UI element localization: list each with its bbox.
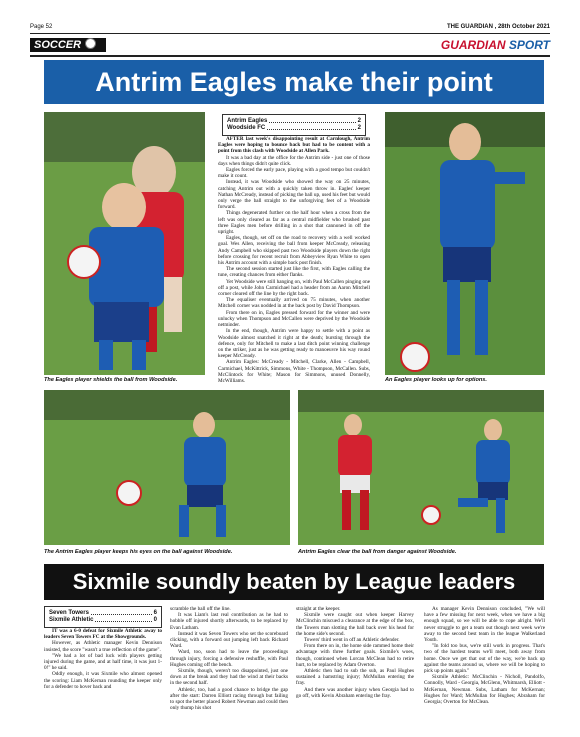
header-rule — [30, 33, 550, 34]
photo-eagles-shield-image — [44, 112, 205, 375]
body-paragraph: In the end, though, Antrim were happy to settle with a point as Woodside almost snatched it right at the death; bursting through the defence, only for Mitchell to make a last ditch point winning challenge on the striker, just as he was getting ready to manoeuvre his way round keeper McCready. — [218, 328, 370, 360]
section-label — [30, 38, 106, 52]
page-number: Page 52 — [30, 24, 53, 30]
brand-word: GUARDIAN — [440, 38, 506, 52]
photo2-caption: An Eagles player looks up for options. — [385, 377, 487, 383]
body-paragraph: From there on in, Eagles pressed forward for the winner and were unlucky when Thompson and McCallen were deprived by the Woodside netminder. — [218, 309, 370, 329]
photo-eagles-eyes-on-ball-image — [44, 390, 290, 545]
publication-line: THE GUARDIAN , 28th October 2021 — [446, 24, 550, 30]
away-score: 0 — [153, 617, 157, 623]
body-paragraph: The equaliser eventually arrived on 75 minutes, when another Mitchell corner was nodded in at the back post by David Thompson. — [218, 297, 370, 310]
body-paragraph: AFTER last week's disappointing result at Carnlough, Antrim Eagles were hoping to bounce back but had to be content with a point from this clash with Woodside at Allen Park. — [218, 136, 370, 155]
score-row-away — [227, 125, 361, 132]
body-paragraph: "We had a lot of bad luck with players getting injured during the game, and at half time, it was just 1-0!" he said. — [44, 652, 162, 672]
story2-col1 — [44, 628, 162, 732]
body-paragraph: Athletic then had to sub the sub, as Paul Hughes sustained a hamstring injury; McMullan entering the fray. — [296, 668, 414, 687]
home-team: Seven Towers — [49, 610, 89, 616]
story1-headline: Antrim Eagles make their point — [44, 60, 544, 104]
body-paragraph: And there was another injury when Georgia had to go off, with Kevin Abraham entering the fray. — [296, 686, 414, 699]
page-header — [30, 24, 550, 30]
score-row-home — [227, 118, 361, 125]
body-paragraph: Sixmile were caught out when keeper Harvey McClinchin miscued a clearance at the edge of the box, the Towers man slotting the ball back over his head for the home side's second. — [296, 612, 414, 637]
home-score: 6 — [153, 610, 157, 616]
body-paragraph: From there on in, the home side rammed home their advantage with three further goals. Sixmile's woes, though, continued when Lorcan McClean had to retire hurt, to be replaced by Adam Overton. — [296, 643, 414, 668]
body-paragraph: Eagles, though, set off on the road to recovery with a well worked goal. Wes Allen, receiving the ball from keeper McCready, releasing Andy Campbell who skipped past two Woodside players down the right before crossing for recent recruit from Abbeyview Ryan White to open his Antrim account with a simple back post finish. — [218, 235, 370, 267]
body-paragraph: Sixmile Athletic: McClinchin - Nicholl, Pandolfo, Connolly, Ward - Georgia, McGlenn, Whitmarsh, Elliott - McKernan, Newman. Subs, Latham for McKernan; Hughes for Ward; McMullan for Hughes; Abraham for Georgia; Overton for McClean. — [424, 674, 545, 706]
score-row-home — [49, 610, 157, 617]
section-label-text: SOCCER — [34, 39, 82, 51]
body-paragraph: The second session started just like the first, with Eagles calling the tune, creating chances from either flanks. — [218, 266, 370, 279]
story2-scorebox — [44, 606, 162, 628]
photo4-caption: Antrim Eagles clear the ball from danger against Woodside. — [298, 549, 457, 555]
body-paragraph: Antrim Eagles: McCready - Mitchell, Clarke, Allen - Campbell, Carmichael, McKittrick, Simmons, White - Thompson, McCallen. Subs, McClintock for White; Mason for Simmons, unused Donnelly, McWilliams. — [218, 359, 370, 384]
body-paragraph: Athletic, too, had a good chance to bridge the gap after the start: Darren Elliott racing through but failing to spot the better placed Robert Newman and could then only thump his shot — [170, 686, 288, 712]
section-rule — [30, 55, 550, 57]
photo-eagles-clear-ball-image — [298, 390, 544, 545]
photo1-caption: The Eagles player shields the ball from Woodside. — [44, 377, 178, 383]
body-paragraph: Sixmile, though, weren't too disappointed, just one down at the break and they had the wind at their backs in the second half. — [170, 668, 288, 687]
body-paragraph: It was Liam's last real contribution as he had to hobble off injured shortly afterwards, to be replaced by Evan Latham. — [170, 612, 288, 631]
story2-headline: Sixmile soundly beaten by League leaders — [44, 564, 544, 600]
body-paragraph: "In fold too bus, we're still work in progress. That's two of the hardest teams we'll meet, both away from home. Once we get that out of the way, we're back up against the teams around us, where we will be hoping to pick up points again." — [424, 643, 545, 675]
away-score: 2 — [357, 125, 361, 131]
body-paragraph: Towers' third went in off an Athletic defender. — [304, 637, 400, 644]
away-team: Sixmile Athletic — [49, 617, 94, 623]
story2-col2 — [170, 606, 288, 732]
photo-eagles-shield — [44, 112, 205, 375]
body-paragraph: Things degenerated further on the half hour when a cross from the left was only cleared as far as a central midfielder who brushed past three Eagles men before drilling in a shot that cannoned in off the upright. — [218, 210, 370, 236]
score-row-away — [49, 617, 157, 624]
story2-col3 — [296, 606, 414, 732]
section-brand — [441, 38, 550, 52]
body-paragraph: Instead, it was Woodside who showed the way on 25 minutes, catching Antrim out with a quickly taken throw in. Eagles' keeper Nathan McCready, instead of picking the ball up, used his feet but would only verge the ball straight to the unforgiving feet of a Woodside forward. — [218, 179, 370, 211]
body-paragraph: Oddly enough, it was Sixmile who almost opened the scoring: Liam McKernan rounding the keeper only for a defender to hover back and — [44, 671, 162, 690]
photo-eagles-looks-up — [385, 112, 545, 375]
football-icon — [85, 38, 96, 49]
story2-col4 — [424, 606, 545, 732]
body-paragraph: However, as Athletic manager Kevin Dennison insisted, the score "wasn't a true reflection of the game". — [44, 640, 162, 653]
brand-section: SPORT — [508, 38, 550, 52]
photo-eagles-eyes-on-ball — [44, 390, 290, 545]
photo-eagles-looks-up-image — [385, 112, 545, 375]
body-paragraph: As manager Kevin Dennison concluded, "We will have a few missing for next week, when we have a big enough squad, so we will be able to cope alright. We'll never struggle to get a team out though next week we're away to the second best team in the league Walkerland Youth. — [424, 606, 545, 644]
home-team: Antrim Eagles — [227, 118, 268, 124]
photo3-caption: The Antrim Eagles player keeps his eyes on the ball against Woodside. — [44, 549, 233, 555]
body-paragraph: Yet Woodside were still hanging on, with Paul McCallen pinging one off a post, while John Carmichael had a header from an Aaron Mitchell corner cleared off the line by the right back. — [218, 278, 370, 298]
body-paragraph: Ward, too, soon had to leave the proceedings through injury, forcing a defensive reshuffle, with Paul Hughes coming off the bench. — [170, 649, 288, 668]
body-paragraph: straight at the keeper. — [296, 606, 341, 612]
body-paragraph: Eagles forced the early pace, playing with a good tempo but couldn't make it count. — [218, 167, 370, 180]
away-team: Woodside FC — [227, 125, 266, 131]
photo-eagles-clear-ball — [298, 390, 544, 545]
body-paragraph: Instead it was Seven Towers who set the scoreboard clicking, with a forward out jumping left back Richard Ward. — [170, 630, 288, 650]
home-score: 2 — [357, 118, 361, 124]
story1-body — [218, 136, 370, 384]
body-paragraph: It was a bad day at the office for the Antrim side - just one of those days when things didn't quite click. — [218, 154, 370, 167]
story1-scorebox — [222, 114, 366, 136]
body-paragraph: IT was a 6-0 defeat for Sixmile Athletic away to leaders Seven Towers FC at the Showgrounds. — [44, 628, 162, 641]
body-paragraph: scramble the ball off the line. — [170, 606, 231, 612]
